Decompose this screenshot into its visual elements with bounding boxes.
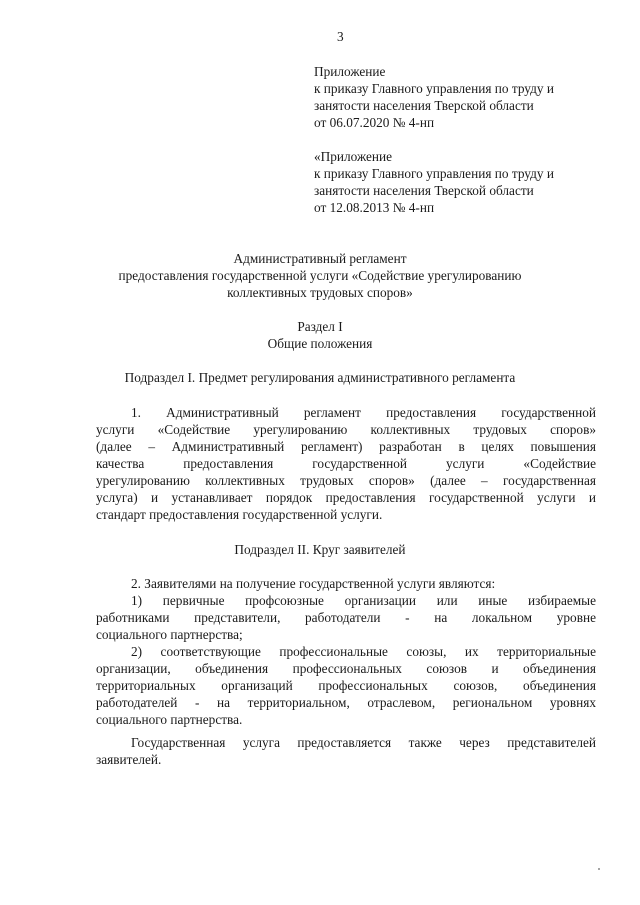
annex-line: к приказу Главного управления по труду и xyxy=(314,166,554,181)
title-line: коллективных трудовых споров» xyxy=(227,285,413,300)
annex-line: занятости населения Тверской области xyxy=(314,183,534,198)
list-item-line: социального партнерства. xyxy=(96,712,243,727)
page-number: 3 xyxy=(337,29,344,44)
annex-line: «Приложение xyxy=(314,149,393,164)
title-line: Административный регламент xyxy=(233,251,407,266)
list-item-line: социального партнерства; xyxy=(96,627,243,642)
paragraph-line: услуги «Содействие урегулированию коллективных трудовых споров» xyxy=(96,422,596,437)
paragraph-line xyxy=(131,404,596,421)
annex-line: к приказу Главного управления по труду и xyxy=(314,81,554,96)
list-item-line: организации, объединения профессиональных союзов и объединения xyxy=(96,661,596,676)
list-item-line: работниками представители, работодатели - на локальном уровне xyxy=(96,610,596,625)
closing-line: заявителей. xyxy=(96,752,162,767)
list-item-line: 2) соответствующие профессиональные союзы, их территориальные xyxy=(131,644,596,659)
section-subheading: Общие положения xyxy=(267,336,373,351)
list-item-line: работодателей - на территориальном, отраслевом, региональном уровнях xyxy=(96,695,596,710)
section-heading: Раздел I xyxy=(297,319,343,334)
subsection-heading: Подраздел II. Круг заявителей xyxy=(234,542,406,557)
title-line: предоставления государственной услуги «Содействие урегулированию xyxy=(118,268,522,283)
annex-line: от 06.07.2020 № 4-нп xyxy=(314,115,435,130)
list-item-line: 1) первичные профсоюзные организации или иные избираемые xyxy=(131,593,596,608)
paragraph-line: стандарт предоставления государственной услуги. xyxy=(96,507,383,522)
list-item-line: территориальных организаций профессиональных союзов, объединения xyxy=(96,678,596,693)
subsection-heading: Подраздел I. Предмет регулирования административного регламента xyxy=(124,370,516,385)
scan-speck xyxy=(598,868,600,870)
paragraph-intro: 2. Заявителями на получение государственной услуги являются: xyxy=(131,576,496,591)
paragraph-line: качества предоставления государственной услуги «Содействие xyxy=(96,456,596,471)
paragraph-line: (далее – Административный регламент) разработан в целях повышения xyxy=(96,439,596,454)
paragraph-line: урегулированию коллективных трудовых споров» (далее – государственная xyxy=(96,473,596,488)
annex-line: Приложение xyxy=(314,64,386,79)
paragraph-line-text: 1. Административный регламент предоставления государственной xyxy=(131,405,596,420)
annex-line: от 12.08.2013 № 4-нп xyxy=(314,200,435,215)
annex-line: занятости населения Тверской области xyxy=(314,98,534,113)
paragraph-line: услуга) и устанавливает порядок предоставления государственной услуги и xyxy=(96,490,596,505)
closing-line: Государственная услуга предоставляется также через представителей xyxy=(131,735,596,750)
